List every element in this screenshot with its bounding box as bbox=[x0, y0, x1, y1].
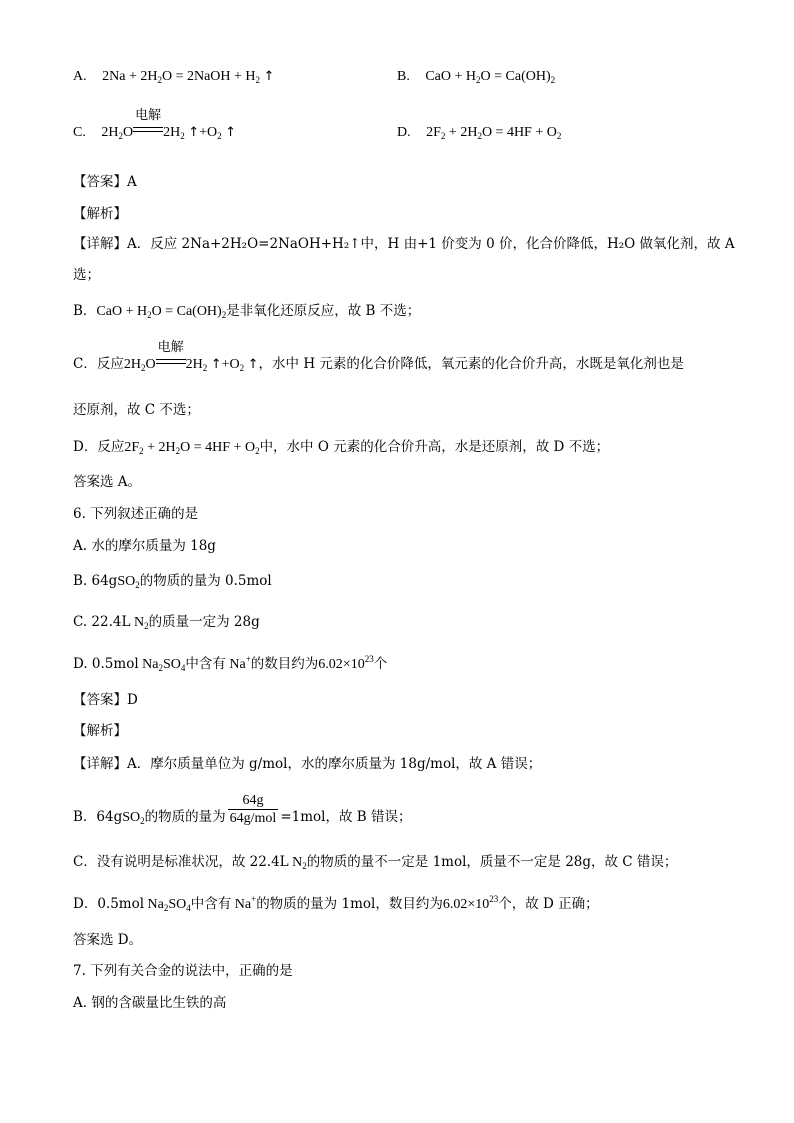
explanation-text: D．反应 bbox=[73, 439, 125, 455]
q5-explanation-d: D．反应$2F_2 + 2H_2O = 4HF + O_2$中，水中 O 元素的化合价升高，水是还原剂，故 D 不选； bbox=[73, 439, 610, 456]
q6-option-a: A. 水的摩尔质量为 18g bbox=[73, 538, 216, 554]
explanation-text: 个，故 D 正确； bbox=[498, 896, 599, 912]
q6-explanation-c: C．没有说明是标准状况，故 22.4L $N_2$的物质的量不一定是 1mol，质量不一定是 28g，故 C 错误； bbox=[73, 854, 678, 871]
q6-explanation-b: B．64gSO$_2$的物质的量为 $\frac{64g}{\text{64g/mol}}$ =1mol，故 B 错误； bbox=[73, 793, 412, 826]
q6-answer bbox=[73, 691, 138, 709]
option-text: D. 0.5mol bbox=[73, 656, 139, 672]
reaction-condition: 电解 bbox=[157, 340, 184, 355]
explanation-text: =1mol，故 B 错误； bbox=[280, 809, 412, 825]
explanation-text: B． bbox=[73, 303, 97, 319]
answer-tag: 【答案】 bbox=[73, 174, 127, 190]
q6-option-d: D. 0.5mol $Na_2SO_4$中含有 Na+的数目约为$6.02\times 10^{23}$个 bbox=[73, 654, 388, 673]
answer-tag: 【答案】 bbox=[73, 692, 127, 708]
explanation-text: 中，水中 O 元素的化合价升高，水是还原剂，故 D 不选； bbox=[259, 439, 610, 455]
answer-value: A bbox=[127, 174, 137, 190]
detail-tag: 【详解】 bbox=[73, 236, 127, 252]
q5-explanation-b: B．CaO + $H_2O = Ca(OH)_2$是非氧化还原反应，故 B 不选； bbox=[73, 303, 421, 320]
explanation-text: 的物质的量不一定是 1mol，质量不一定是 28g，故 C 错误； bbox=[306, 854, 678, 870]
explanation-text: 是非氧化还原反应，故 B 不选； bbox=[226, 303, 421, 319]
q6-analysis-tag: 【解析】 bbox=[73, 723, 127, 739]
option-text: 的物质的量为 0.5mol bbox=[139, 573, 272, 589]
q6-explanation-a bbox=[73, 755, 541, 773]
q6-option-b: B. 64gSO$_2$的物质的量为 0.5mol bbox=[73, 573, 272, 590]
q5-explanation-a-cont: 选； bbox=[73, 267, 100, 283]
option-text: 个 bbox=[373, 656, 388, 672]
q5-explanation-c: C．反应$2H_2O$ 电解 $2H_2$ $↑+O_2$ ↑，水中 H 元素的化合价降低，氧元素的化合价升高，水既是氧化剂也是 bbox=[73, 340, 684, 373]
q7-stem: 7. 下列有关合金的说法中，正确的是 bbox=[73, 963, 293, 979]
q5-analysis-tag: 【解析】 bbox=[73, 206, 127, 222]
explanation-text: A．摩尔质量单位为 g/mol，水的摩尔质量为 18g/mol，故 A 错误； bbox=[127, 756, 542, 772]
q5-answer bbox=[73, 173, 137, 191]
option-text: 的数目约为 bbox=[250, 656, 319, 672]
fraction bbox=[228, 792, 279, 827]
q6-explanation-d: D．0.5mol $Na_2SO_4$中含有 Na+的物质的量为 1mol，数目约为$6.02\times 10^{23}$个，故 D 正确； bbox=[73, 894, 599, 913]
explanation-text: A．反应 2Na+2H₂O=2NaOH+H₂↑中，H 由+1 价变为 0 价，化合价降低，H₂O 做氧化剂，故 A bbox=[127, 236, 735, 252]
option-c: C. $2H_2O$ 电解 $2H_2$ $↑+O_2$ ↑ bbox=[73, 108, 237, 141]
answer-value: D bbox=[127, 692, 138, 708]
option-text: C. 22.4L bbox=[73, 614, 131, 630]
q6-option-c: C. 22.4L $N_2$的质量一定为 28g bbox=[73, 614, 260, 631]
explanation-text: C．反应 bbox=[73, 356, 124, 372]
option-text: 中含有 bbox=[185, 656, 226, 672]
explanation-text: 的物质的量为 1mol，数目约为 bbox=[256, 896, 443, 912]
option-label: A. bbox=[73, 69, 87, 84]
q5-explanation-c-cont: 还原剂，故 C 不选； bbox=[73, 402, 200, 418]
option-b: B. CaO + $H_2O = Ca(OH)_2$ bbox=[397, 69, 556, 85]
fraction-denominator: 64g/mol bbox=[229, 811, 277, 826]
option-text: B. 64g bbox=[73, 573, 118, 589]
q5-explanation-a bbox=[73, 235, 735, 253]
explanation-text: C．没有说明是标准状况，故 22.4L bbox=[73, 854, 289, 870]
option-label: D. bbox=[397, 125, 411, 140]
fraction-numerator: 64g bbox=[228, 792, 279, 810]
q6-conclusion: 答案选 D。 bbox=[73, 932, 143, 948]
q7-option-a: A. 钢的含碳量比生铁的高 bbox=[73, 995, 227, 1011]
explanation-text: ，水中 H 元素的化合价降低，氧元素的化合价升高，水既是氧化剂也是 bbox=[258, 356, 684, 372]
reaction-condition: 电解 bbox=[135, 108, 162, 123]
q5-conclusion: 答案选 A。 bbox=[73, 474, 142, 490]
option-d: D. $2F_2 + 2H_2O = 4HF + O_2$ bbox=[397, 125, 562, 141]
explanation-text: 中含有 bbox=[190, 896, 232, 912]
q6-stem: 6. 下列叙述正确的是 bbox=[73, 506, 199, 522]
explanation-text: B．64g bbox=[73, 809, 123, 825]
explanation-text: 的物质的量为 bbox=[144, 809, 226, 825]
option-label: C. bbox=[73, 125, 86, 140]
option-text: 的质量一定为 28g bbox=[148, 614, 260, 630]
detail-tag: 【详解】 bbox=[73, 756, 127, 772]
option-a: A. $2Na + 2H_2O$ = 2NaOH + $H_2$ ↑ bbox=[73, 69, 275, 85]
explanation-text: D．0.5mol bbox=[73, 896, 145, 912]
option-label: B. bbox=[397, 69, 410, 84]
